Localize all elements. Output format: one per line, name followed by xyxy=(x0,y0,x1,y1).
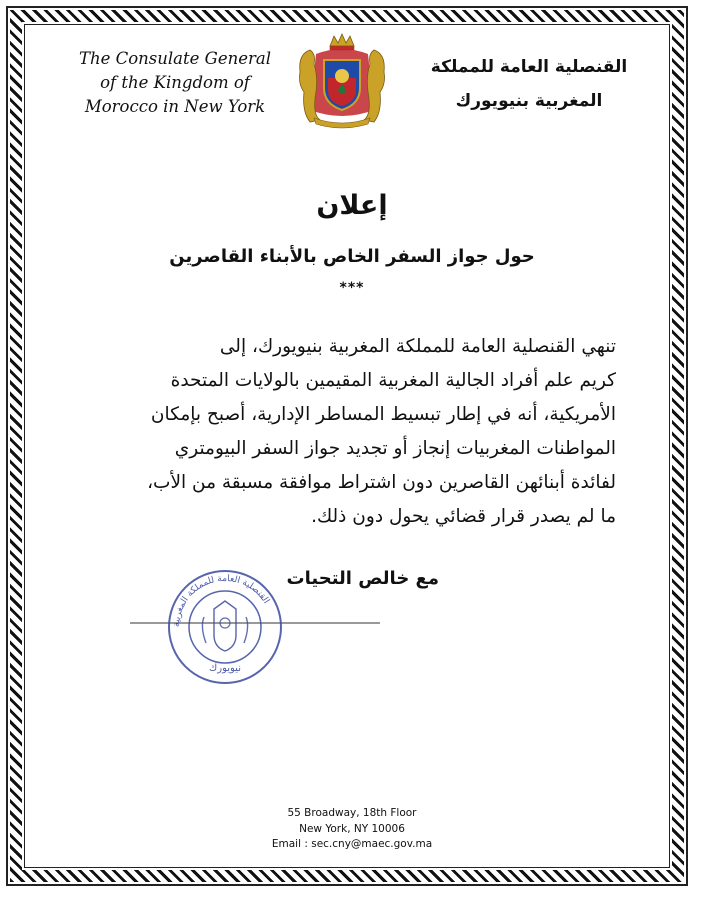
consulate-name-arabic-line: القنصلية العامة للمملكة xyxy=(430,57,628,77)
announcement-body xyxy=(76,330,616,534)
consulate-name-arabic-line: المغربية بنيويورك xyxy=(455,91,603,111)
section-separator: *** xyxy=(339,280,365,296)
body-line: الأمريكية، أنه في إطار تبسيط المساطر الإدارية، أصبح بإمكان xyxy=(150,404,616,425)
announcement-title: إعلان xyxy=(316,190,388,221)
footer-address-line: 55 Broadway, 18th Floor xyxy=(287,807,417,819)
body-line: كريم علم أفراد الجالية المغربية المقيمين بالولايات المتحدة xyxy=(170,370,616,391)
stamp-city-text: نيويورك xyxy=(209,663,241,674)
body-line: لفائدة أبنائهن القاصرين دون اشتراط موافقة مسبقة من الأب، xyxy=(147,472,616,493)
body-line: تنهي القنصلية العامة للمملكة المغربية بنيويورك، إلى xyxy=(219,336,616,357)
closing-salutation: مع خالص التحيات xyxy=(286,568,439,589)
consulate-name-english-line: Morocco in New York xyxy=(84,97,266,116)
consulate-name-english-line: of the Kingdom of xyxy=(100,73,250,92)
announcement-subtitle: حول جواز السفر الخاص بالأبناء القاصرين xyxy=(169,246,535,267)
footer-address-line: New York, NY 10006 xyxy=(299,822,405,835)
consulate-name-english xyxy=(70,47,280,119)
consulate-name-arabic xyxy=(424,50,634,118)
consulate-stamp-icon xyxy=(160,565,290,690)
consulate-name-english-line: The Consulate General xyxy=(78,49,271,68)
moroccan-coat-of-arms-icon xyxy=(294,32,390,130)
stamp-ring-text: القنصلية العامة للمملكة المغربية xyxy=(171,573,271,628)
footer-email: Email : sec.cny@maec.gov.ma xyxy=(271,838,433,850)
footer-contact xyxy=(0,806,704,853)
body-line: ما لم يصدر قرار قضائي يحول دون ذلك. xyxy=(311,506,616,527)
body-line: المواطنات المغربيات إنجاز أو تجديد جواز السفر البيومتري xyxy=(174,438,616,459)
